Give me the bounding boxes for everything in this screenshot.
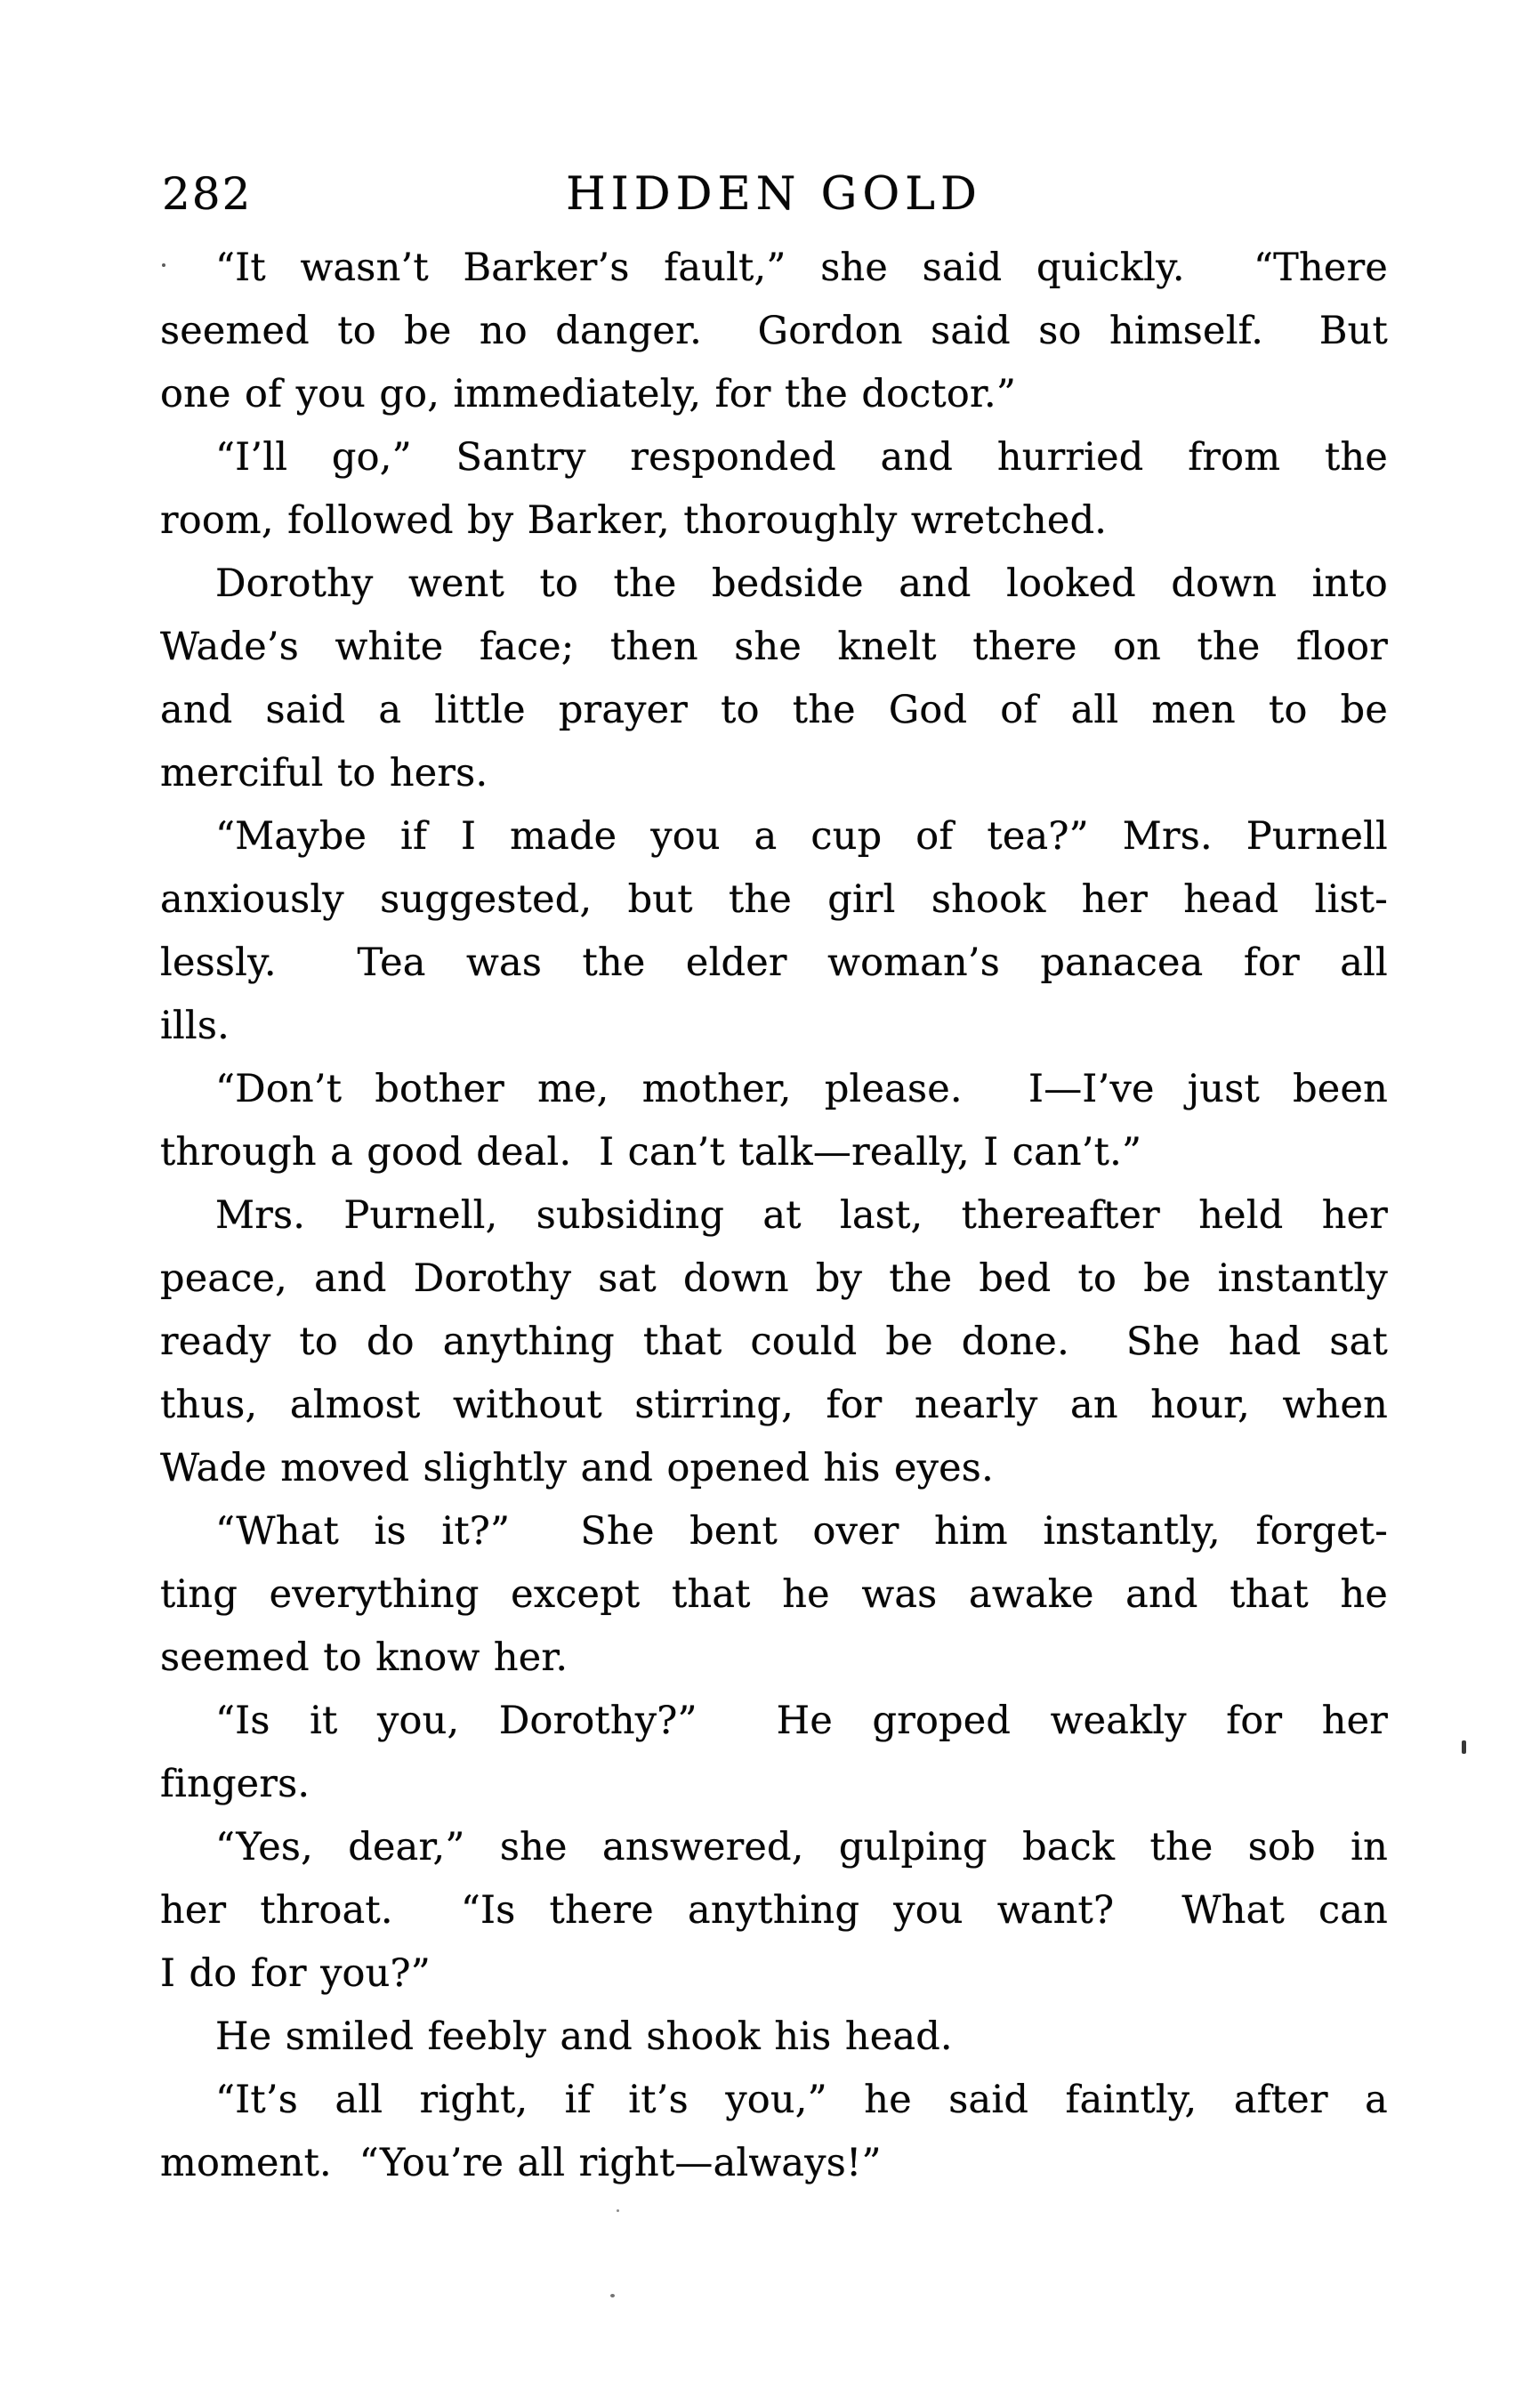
body-line: “It wasn’t Barker’s fault,” she said quickly. “There (215, 246, 1388, 290)
body-line: ills. (160, 1004, 230, 1048)
body-line: “Is it you, Dorothy?” He groped weakly for her (215, 1699, 1388, 1743)
body-line: Dorothy went to the bedside and looked down into (215, 561, 1388, 606)
body-line: “It’s all right, if it’s you,” he said faintly, after a (215, 2078, 1388, 2122)
body-line: thus, almost without stirring, for nearly an hour, when (160, 1383, 1388, 1427)
body-line: moment. “You’re all right—always!” (160, 2141, 882, 2185)
running-title: HIDDEN GOLD (566, 168, 982, 221)
body-line: and said a little prayer to the God of all men to be (160, 688, 1388, 732)
page-number: 282 (162, 168, 253, 220)
body-line: Mrs. Purnell, subsiding at last, thereafter held her (215, 1193, 1388, 1238)
ink-speck (162, 263, 165, 267)
body-line: Wade’s white face; then she knelt there on the floor (160, 625, 1388, 669)
body-line: her throat. “Is there anything you want? What can (160, 1888, 1388, 1933)
body-line: seemed to know her. (160, 1635, 568, 1680)
body-line: “I’ll go,” Santry responded and hurried from the (215, 435, 1388, 480)
body-line: fingers. (160, 1762, 310, 1806)
body-text (160, 237, 1388, 2195)
ink-speck (610, 2294, 615, 2297)
body-line: peace, and Dorothy sat down by the bed to be instantly (160, 1256, 1388, 1301)
body-line: lessly. Tea was the elder woman’s panacea for all (160, 941, 1388, 985)
body-line: anxiously suggested, but the girl shook her head list- (160, 877, 1388, 922)
body-line: seemed to be no danger. Gordon said so himself. But (160, 309, 1388, 353)
ink-speck (617, 2209, 619, 2212)
body-line: through a good deal. I can’t talk—really, I can’t.” (160, 1130, 1142, 1175)
body-line: ready to do anything that could be done. She had sat (160, 1320, 1388, 1364)
body-line: “Don’t bother me, mother, please. I—I’ve just been (215, 1067, 1388, 1111)
ink-speck (1462, 1740, 1466, 1754)
body-line: ting everything except that he was awake and that he (160, 1572, 1388, 1617)
body-line: I do for you?” (160, 1951, 431, 1996)
body-line: one of you go, immediately, for the doctor.” (160, 372, 1017, 416)
body-line: He smiled feebly and shook his head. (215, 2014, 953, 2059)
body-line: “What is it?” She bent over him instantly, forget- (215, 1509, 1388, 1554)
body-line: merciful to hers. (160, 751, 488, 795)
body-line: room, followed by Barker, thoroughly wretched. (160, 498, 1108, 543)
body-line: Wade moved slightly and opened his eyes. (160, 1446, 994, 1490)
body-line: “Yes, dear,” she answered, gulping back the sob in (215, 1825, 1388, 1869)
body-line: “Maybe if I made you a cup of tea?” Mrs. Purnell (215, 814, 1388, 859)
page-header (160, 167, 1388, 224)
